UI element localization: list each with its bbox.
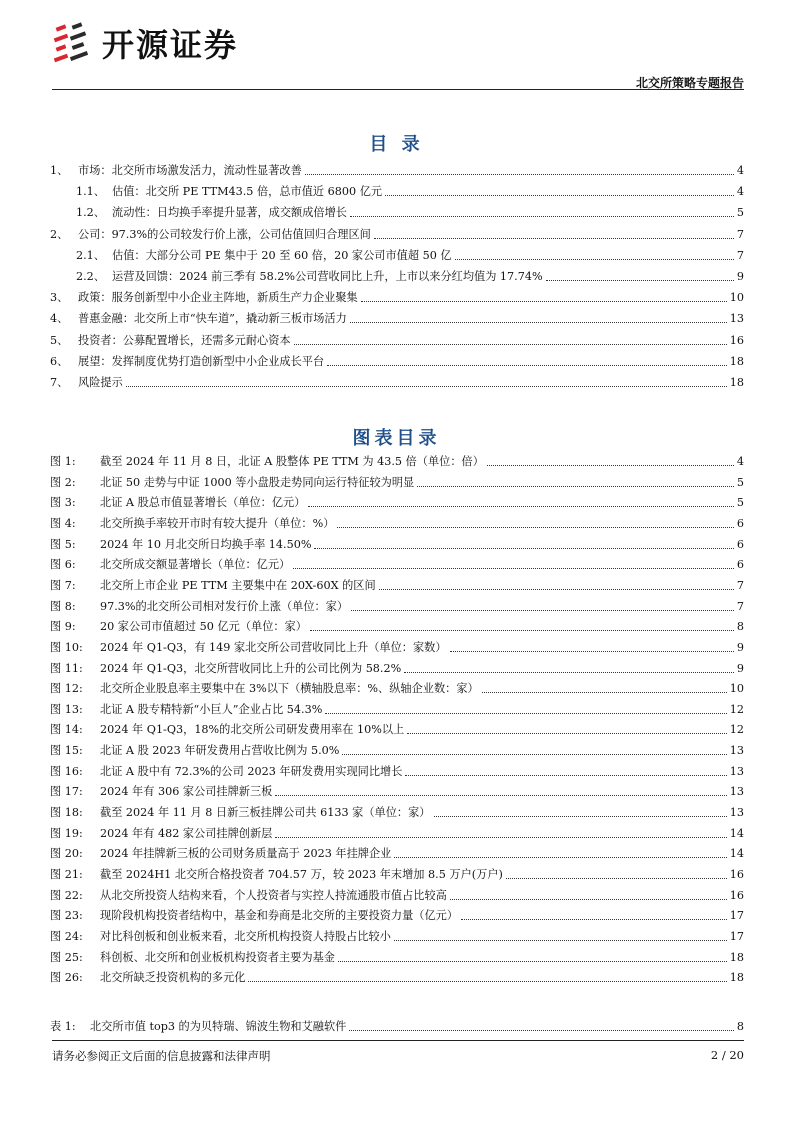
figure-entry[interactable] [50,924,744,944]
figure-number: 图 20: [50,847,83,861]
dot-leader [407,733,727,734]
brand-logo-icon [52,20,96,66]
figure-number: 图 14: [50,723,83,737]
figure-page-number: 12 [729,702,744,716]
toc-text: 估值：大部分公司 PE 集中于 20 至 60 倍，20 家公司市值超 50 亿 [112,248,452,262]
figure-number: 图 15: [50,744,83,758]
toc-page-number: 9 [736,270,744,283]
figure-number: 图 7: [50,578,76,592]
dot-leader [434,816,727,817]
figure-page-number: 16 [729,888,744,902]
figure-number: 图 13: [50,702,83,716]
figure-page-number: 13 [729,744,744,758]
figure-text: 北证 A 股专精特新“小巨人”企业占比 54.3% [100,702,323,716]
figure-entry[interactable] [50,779,744,799]
toc-number: 2.1、 [76,248,105,262]
toc-number: 2.2、 [76,270,105,283]
brand-name: 开源证券 [102,26,239,64]
dot-leader [338,961,727,962]
figure-page-number: 17 [729,929,744,943]
dot-leader [482,692,727,693]
figure-entry[interactable] [50,945,744,965]
dot-leader [405,775,726,776]
figure-number: 图 12: [50,682,83,696]
figure-entry[interactable] [50,738,744,758]
figure-text: 北证 50 走势与中证 1000 等小盘股走势同向运行特征较为明显 [100,475,415,489]
figure-text: 2024 年有 306 家公司挂牌新三板 [100,785,273,799]
dot-leader [394,857,726,858]
figure-text: 北证 A 股中有 72.3%的公司 2023 年研发费用实现同比增长 [100,764,403,778]
dot-leader [327,365,727,366]
figure-number: 图 18: [50,806,83,820]
toc-page-number: 4 [736,185,744,199]
dot-leader [487,465,734,466]
toc-entry[interactable] [50,328,744,348]
figure-page-number: 6 [736,516,744,530]
toc-title: 目 录 [369,134,424,155]
figure-entry[interactable] [50,862,744,882]
figure-number: 图 16: [50,764,83,778]
figure-text: 北交所企业股息率主要集中在 3%以下（横轴股息率：%、纵轴企业数：家） [100,682,479,696]
figure-text: 2024 年 Q1-Q3，18%的北交所公司研发费用率在 10%以上 [100,723,405,737]
figure-text: 截至 2024 年 11 月 8 日，北证 A 股整体 PE TTM 为 43.5 倍（单位：倍） [100,455,484,468]
figure-entry[interactable] [50,841,744,861]
figure-number: 图 1: [50,455,76,468]
dot-leader [450,651,734,652]
toc-entry[interactable] [50,370,744,390]
figure-page-number: 13 [729,785,744,799]
figure-page-number: 10 [729,682,744,696]
figure-entry[interactable] [50,552,744,572]
report-type: 北交所策略专题报告 [635,76,744,90]
dot-leader [450,899,727,900]
toc-text: 流动性：日均换手率提升显著，成交额成倍增长 [112,206,347,220]
figure-entry[interactable] [50,883,744,903]
figure-number: 图 6: [50,558,76,572]
toc-text: 普惠金融：北交所上市“快车道”，撬动新三板市场活力 [78,312,347,326]
dot-leader [126,386,727,387]
figure-page-number: 13 [729,764,744,778]
footer-disclaimer: 请务必参阅正文后面的信息披露和法律声明 [52,1049,271,1063]
table-entry[interactable] [50,1014,744,1034]
figure-page-number: 18 [729,971,744,985]
figure-text: 现阶段机构投资者结构中，基金和券商是北交所的主要投资力量（亿元） [100,909,459,923]
toc-page-number: 16 [729,333,744,347]
dot-leader [417,486,734,487]
dot-leader [305,174,734,175]
figure-number: 图 17: [50,785,83,799]
toc-number: 4、 [50,312,69,326]
figure-number: 图 11: [50,661,83,675]
toc-entry[interactable] [50,158,744,178]
figure-page-number: 18 [729,950,744,964]
figure-number: 图 25: [50,950,83,964]
figure-text: 2024 年挂牌新三板的公司财务质量高于 2023 年挂牌企业 [100,847,392,861]
figure-text: 北交所换手率较开市时有较大提升（单位：%） [100,516,335,530]
figure-number: 图 3: [50,496,76,510]
figure-text: 北交所缺乏投资机构的多元化 [100,971,246,985]
figure-number: 图 9: [50,620,76,634]
toc-number: 3、 [50,291,69,305]
figure-entry[interactable] [50,965,744,985]
toc-number: 1.2、 [76,206,105,220]
figure-entry[interactable] [50,759,744,779]
table-page-number: 8 [736,1020,744,1033]
figure-number: 图 10: [50,640,83,654]
figure-text: 北证 A 股 2023 年研发费用占营收比例为 5.0% [100,744,340,758]
figure-entry[interactable] [50,449,744,469]
figure-page-number: 8 [736,620,744,634]
figure-text: 截至 2024H1 北交所合格投资者 704.57 万，较 2023 年末增加 8.5 万户(万户) [100,868,503,881]
dot-leader [337,527,733,528]
figure-page-number: 6 [736,537,744,551]
figure-entry[interactable] [50,903,744,923]
dot-leader [294,344,727,345]
toc-text: 风险提示 [78,376,123,389]
figure-page-number: 13 [729,806,744,820]
toc-entry[interactable] [76,200,744,220]
toc-number: 1、 [50,164,69,177]
figure-entry[interactable] [50,532,744,552]
figure-number: 图 24: [50,929,83,943]
dot-leader [342,754,726,755]
table-text: 北交所市值 top3 的为贝特瑞、锦波生物和艾融软件 [90,1020,347,1033]
figure-page-number: 14 [729,847,744,861]
figure-text: 科创板、北交所和创业板机构投资者主要为基金 [100,950,335,964]
figure-page-number: 5 [736,475,744,489]
toc-page-number: 18 [729,354,744,368]
figure-entry[interactable] [50,635,744,655]
figure-entry[interactable] [50,490,744,510]
figure-page-number: 9 [736,661,744,675]
figure-text: 北交所成交额显著增长（单位：亿元） [100,558,291,572]
figure-page-number: 16 [729,868,744,881]
toc-entry[interactable] [50,285,744,305]
dot-leader [506,878,727,879]
toc-page-number: 13 [729,312,744,326]
dot-leader [325,713,726,714]
toc-text: 公司：97.3%的公司较发行价上涨，公司估值回归合理区间 [78,227,371,241]
figure-entry[interactable] [50,821,744,841]
figure-number: 图 5: [50,537,76,551]
dot-leader [350,216,734,217]
dot-leader [546,280,734,281]
dot-leader [275,795,726,796]
toc-number: 6、 [50,354,69,368]
figure-entry[interactable] [50,800,744,820]
figure-text: 2024 年 Q1-Q3，有 149 家北交所公司营收同比上升（单位：家数） [100,640,447,654]
brand-logo [52,20,238,66]
figure-entry[interactable] [50,656,744,676]
dot-leader [455,259,734,260]
figure-page-number: 12 [729,723,744,737]
dot-leader [374,238,734,239]
toc-entry[interactable] [50,306,744,326]
toc-page-number: 5 [736,206,744,220]
toc-entry[interactable] [76,179,744,199]
dot-leader [310,630,734,631]
toc-text: 市场：北交所市场激发活力，流动性显著改善 [78,164,302,177]
toc-number: 1.1、 [76,185,105,199]
toc-number: 5、 [50,333,69,347]
figure-entry[interactable] [50,511,744,531]
figure-text: 对比科创板和创业板来看，北交所机构投资人持股占比较小 [100,929,391,943]
figure-page-number: 5 [736,496,744,510]
figure-number: 图 21: [50,868,83,881]
toc-text: 政策：服务创新型中小企业主阵地，新质生产力企业聚集 [78,291,358,305]
toc-number: 2、 [50,227,69,241]
toc-text: 估值：北交所 PE TTM43.5 倍，总市值近 6800 亿元 [112,185,383,199]
footer-divider [52,1040,744,1041]
dot-leader [349,1030,734,1031]
figure-entry[interactable] [50,594,744,614]
dot-leader [293,568,734,569]
figure-text: 2024 年 10 月北交所日均换手率 14.50% [100,537,312,551]
toc-page-number: 7 [736,248,744,262]
figure-number: 图 2: [50,475,76,489]
dot-leader [350,322,727,323]
toc-entry[interactable] [76,243,744,263]
toc-entry[interactable] [50,222,744,242]
dot-leader [351,610,734,611]
toc-page-number: 4 [736,164,744,177]
figure-text: 北交所上市企业 PE TTM 主要集中在 20X-60X 的区间 [100,578,376,592]
figure-entry[interactable] [50,697,744,717]
page-indicator: 2 / 20 [710,1048,744,1062]
dot-leader [314,548,733,549]
figure-page-number: 7 [736,578,744,592]
figure-page-number: 9 [736,640,744,654]
figure-text: 20 家公司市值超过 50 亿元（单位：家） [100,620,307,634]
figure-text: 2024 年 Q1-Q3，北交所营收同比上升的公司比例为 58.2% [100,661,402,675]
figure-entry[interactable] [50,717,744,737]
page-footer [52,1048,744,1064]
figure-number: 图 23: [50,909,83,923]
figure-page-number: 14 [729,826,744,840]
table-number: 表 1: [50,1020,76,1033]
dot-leader [461,919,727,920]
figures-title: 图表目录 [352,428,441,449]
toc-page-number: 18 [729,376,744,389]
header-divider [52,89,744,90]
dot-leader [361,301,727,302]
figure-text: 2024 年有 482 家公司挂牌创新层 [100,826,273,840]
dot-leader [404,672,734,673]
figure-number: 图 4: [50,516,76,530]
dot-leader [379,589,734,590]
figure-page-number: 6 [736,558,744,572]
figure-entry[interactable] [50,470,744,490]
dot-leader [275,837,726,838]
figure-number: 图 26: [50,971,83,985]
figure-number: 图 19: [50,826,83,840]
dot-leader [385,195,734,196]
toc-entry[interactable] [50,349,744,369]
figure-page-number: 4 [736,455,744,468]
toc-text: 运营及回馈：2024 前三季有 58.2%公司营收同比上升，上市以来分红均值为 17.74% [112,270,543,283]
figure-page-number: 7 [736,599,744,613]
toc-number: 7、 [50,376,69,389]
figure-text: 截至 2024 年 11 月 8 日新三板挂牌公司共 6133 家（单位：家） [100,806,431,820]
figure-entry[interactable] [50,614,744,634]
figure-text: 97.3%的北交所公司相对发行价上涨（单位：家） [100,599,349,613]
dot-leader [394,940,727,941]
figure-text: 从北交所投资人结构来看，个人投资者与实控人持流通股市值占比较高 [100,888,447,902]
figure-number: 图 8: [50,599,76,613]
toc-text: 投资者：公募配置增长，还需多元耐心资本 [78,333,291,347]
page-header [52,20,744,90]
figure-number: 图 22: [50,888,83,902]
dot-leader [308,506,733,507]
figure-page-number: 17 [729,909,744,923]
dot-leader [248,981,726,982]
toc-entry[interactable] [76,264,744,284]
figure-entry[interactable] [50,573,744,593]
toc-page-number: 7 [736,227,744,241]
toc-text: 展望：发挥制度优势打造创新型中小企业成长平台 [78,354,325,368]
toc-page-number: 10 [729,291,744,305]
figure-text: 北证 A 股总市值显著增长（单位：亿元） [100,496,306,510]
figure-entry[interactable] [50,676,744,696]
